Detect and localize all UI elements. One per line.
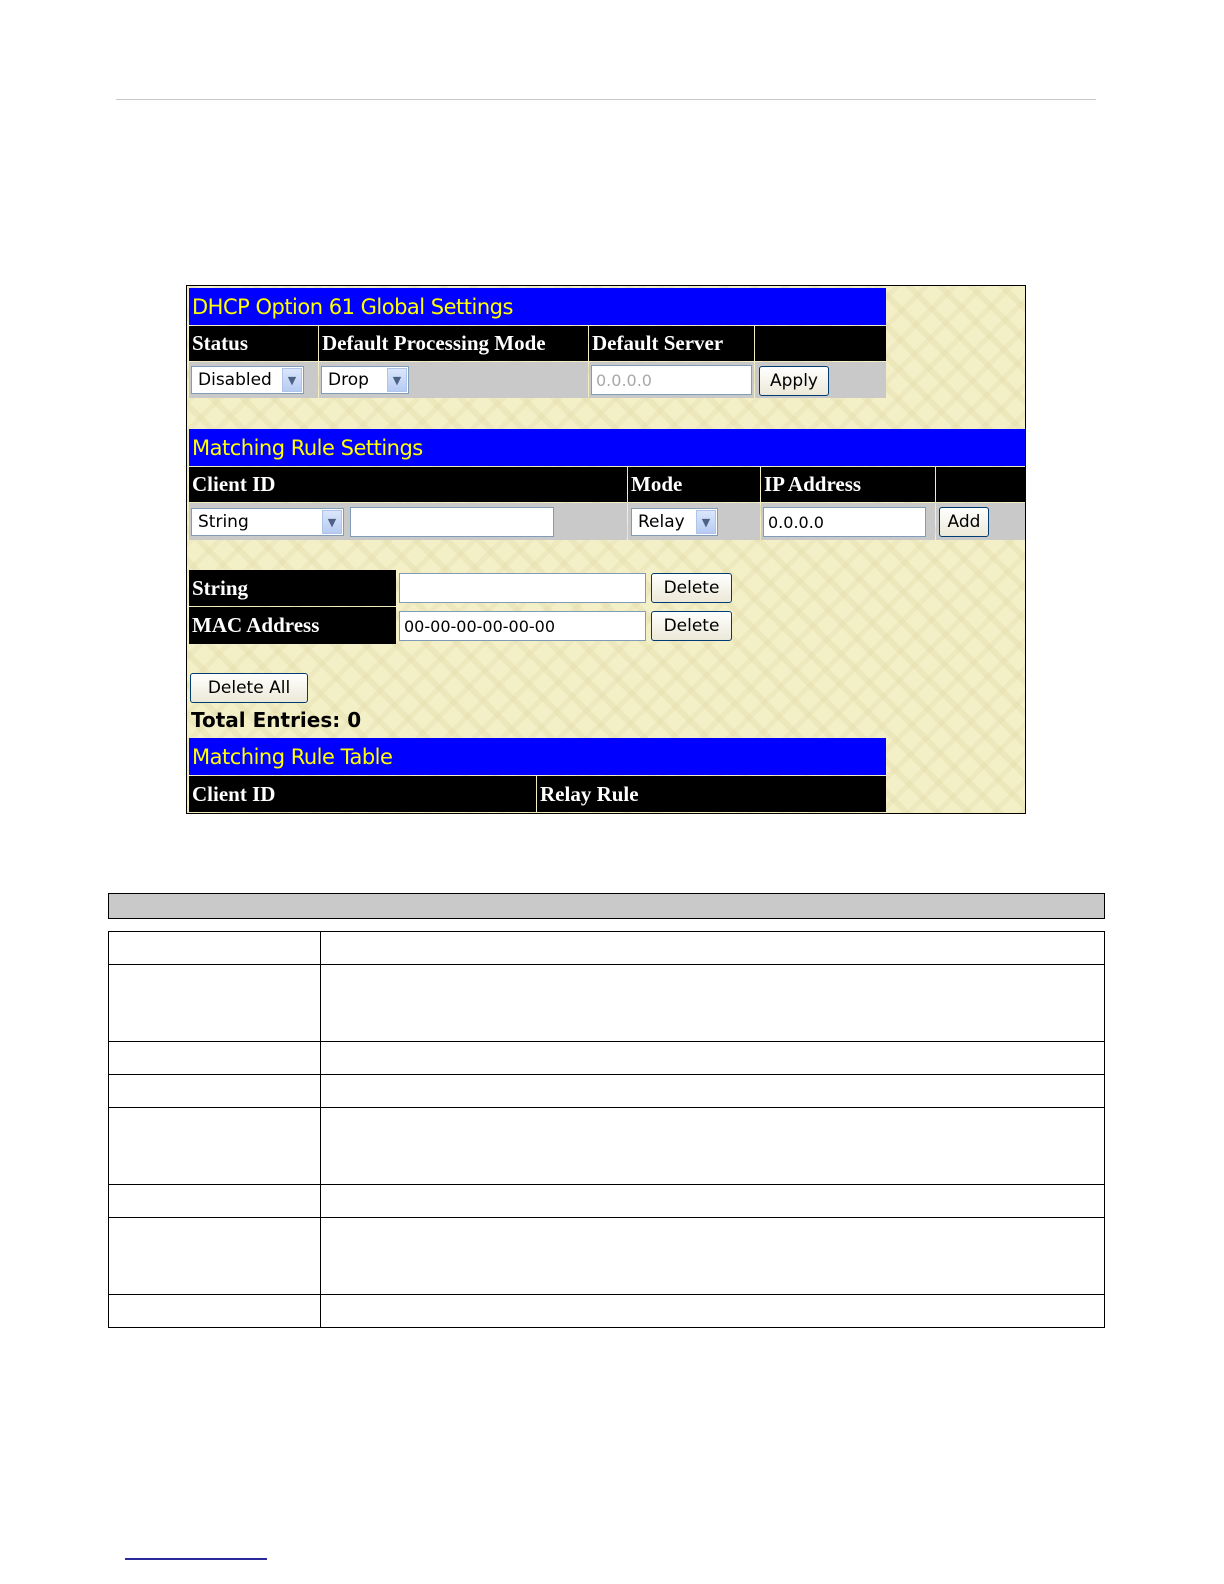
default-processing-mode-header: Default Processing Mode — [319, 326, 588, 361]
client-id-type-select[interactable]: String ▼ — [191, 508, 344, 536]
dropdown-arrow-icon: ▼ — [322, 510, 342, 534]
table-row — [109, 1185, 1105, 1218]
ip-address-input[interactable]: 0.0.0.0 — [763, 507, 926, 537]
string-input[interactable] — [399, 573, 646, 603]
dropdown-arrow-icon: ▼ — [387, 368, 407, 392]
table-client-id-header: Client ID — [189, 776, 536, 812]
string-label: String — [189, 570, 396, 606]
table-row — [109, 1108, 1105, 1185]
status-select[interactable]: Disabled ▼ — [191, 366, 304, 394]
mac-address-label: MAC Address — [189, 607, 396, 644]
processing-mode-select[interactable]: Drop ▼ — [321, 366, 409, 394]
mode-header: Mode — [628, 467, 760, 502]
description-table-header — [108, 893, 1105, 919]
status-header: Status — [189, 326, 318, 361]
table-row — [109, 932, 1105, 965]
page-header-rule — [116, 99, 1096, 100]
default-server-input[interactable]: 0.0.0.0 — [591, 365, 752, 395]
mac-address-input[interactable]: 00-00-00-00-00-00 — [399, 611, 646, 641]
client-id-input[interactable] — [350, 507, 554, 537]
table-row — [109, 1218, 1105, 1295]
global-action-header — [755, 326, 886, 361]
delete-all-button[interactable]: Delete All — [190, 673, 308, 703]
matching-rule-table-title: Matching Rule Table — [189, 738, 886, 775]
footer-link-underline[interactable] — [125, 1558, 267, 1560]
client-id-header: Client ID — [189, 467, 627, 502]
relay-mode-select[interactable]: Relay ▼ — [631, 508, 718, 536]
default-server-header: Default Server — [589, 326, 754, 361]
global-settings-title: DHCP Option 61 Global Settings — [189, 288, 886, 325]
ip-address-header: IP Address — [761, 467, 935, 502]
delete-string-button[interactable]: Delete — [651, 573, 732, 603]
table-row — [109, 1295, 1105, 1328]
matching-action-header — [936, 467, 1025, 502]
matching-rule-settings-title: Matching Rule Settings — [189, 429, 1025, 466]
dhcp-option61-panel — [186, 285, 1026, 814]
dropdown-arrow-icon: ▼ — [282, 368, 302, 392]
apply-button[interactable]: Apply — [759, 366, 829, 396]
dropdown-arrow-icon: ▼ — [696, 510, 716, 534]
total-entries: Total Entries: 0 — [191, 708, 362, 732]
table-relay-rule-header: Relay Rule — [537, 776, 886, 812]
description-table — [108, 931, 1105, 1328]
delete-mac-button[interactable]: Delete — [651, 611, 732, 641]
table-row — [109, 1075, 1105, 1108]
table-row — [109, 965, 1105, 1042]
table-row — [109, 1042, 1105, 1075]
add-button[interactable]: Add — [939, 507, 989, 537]
